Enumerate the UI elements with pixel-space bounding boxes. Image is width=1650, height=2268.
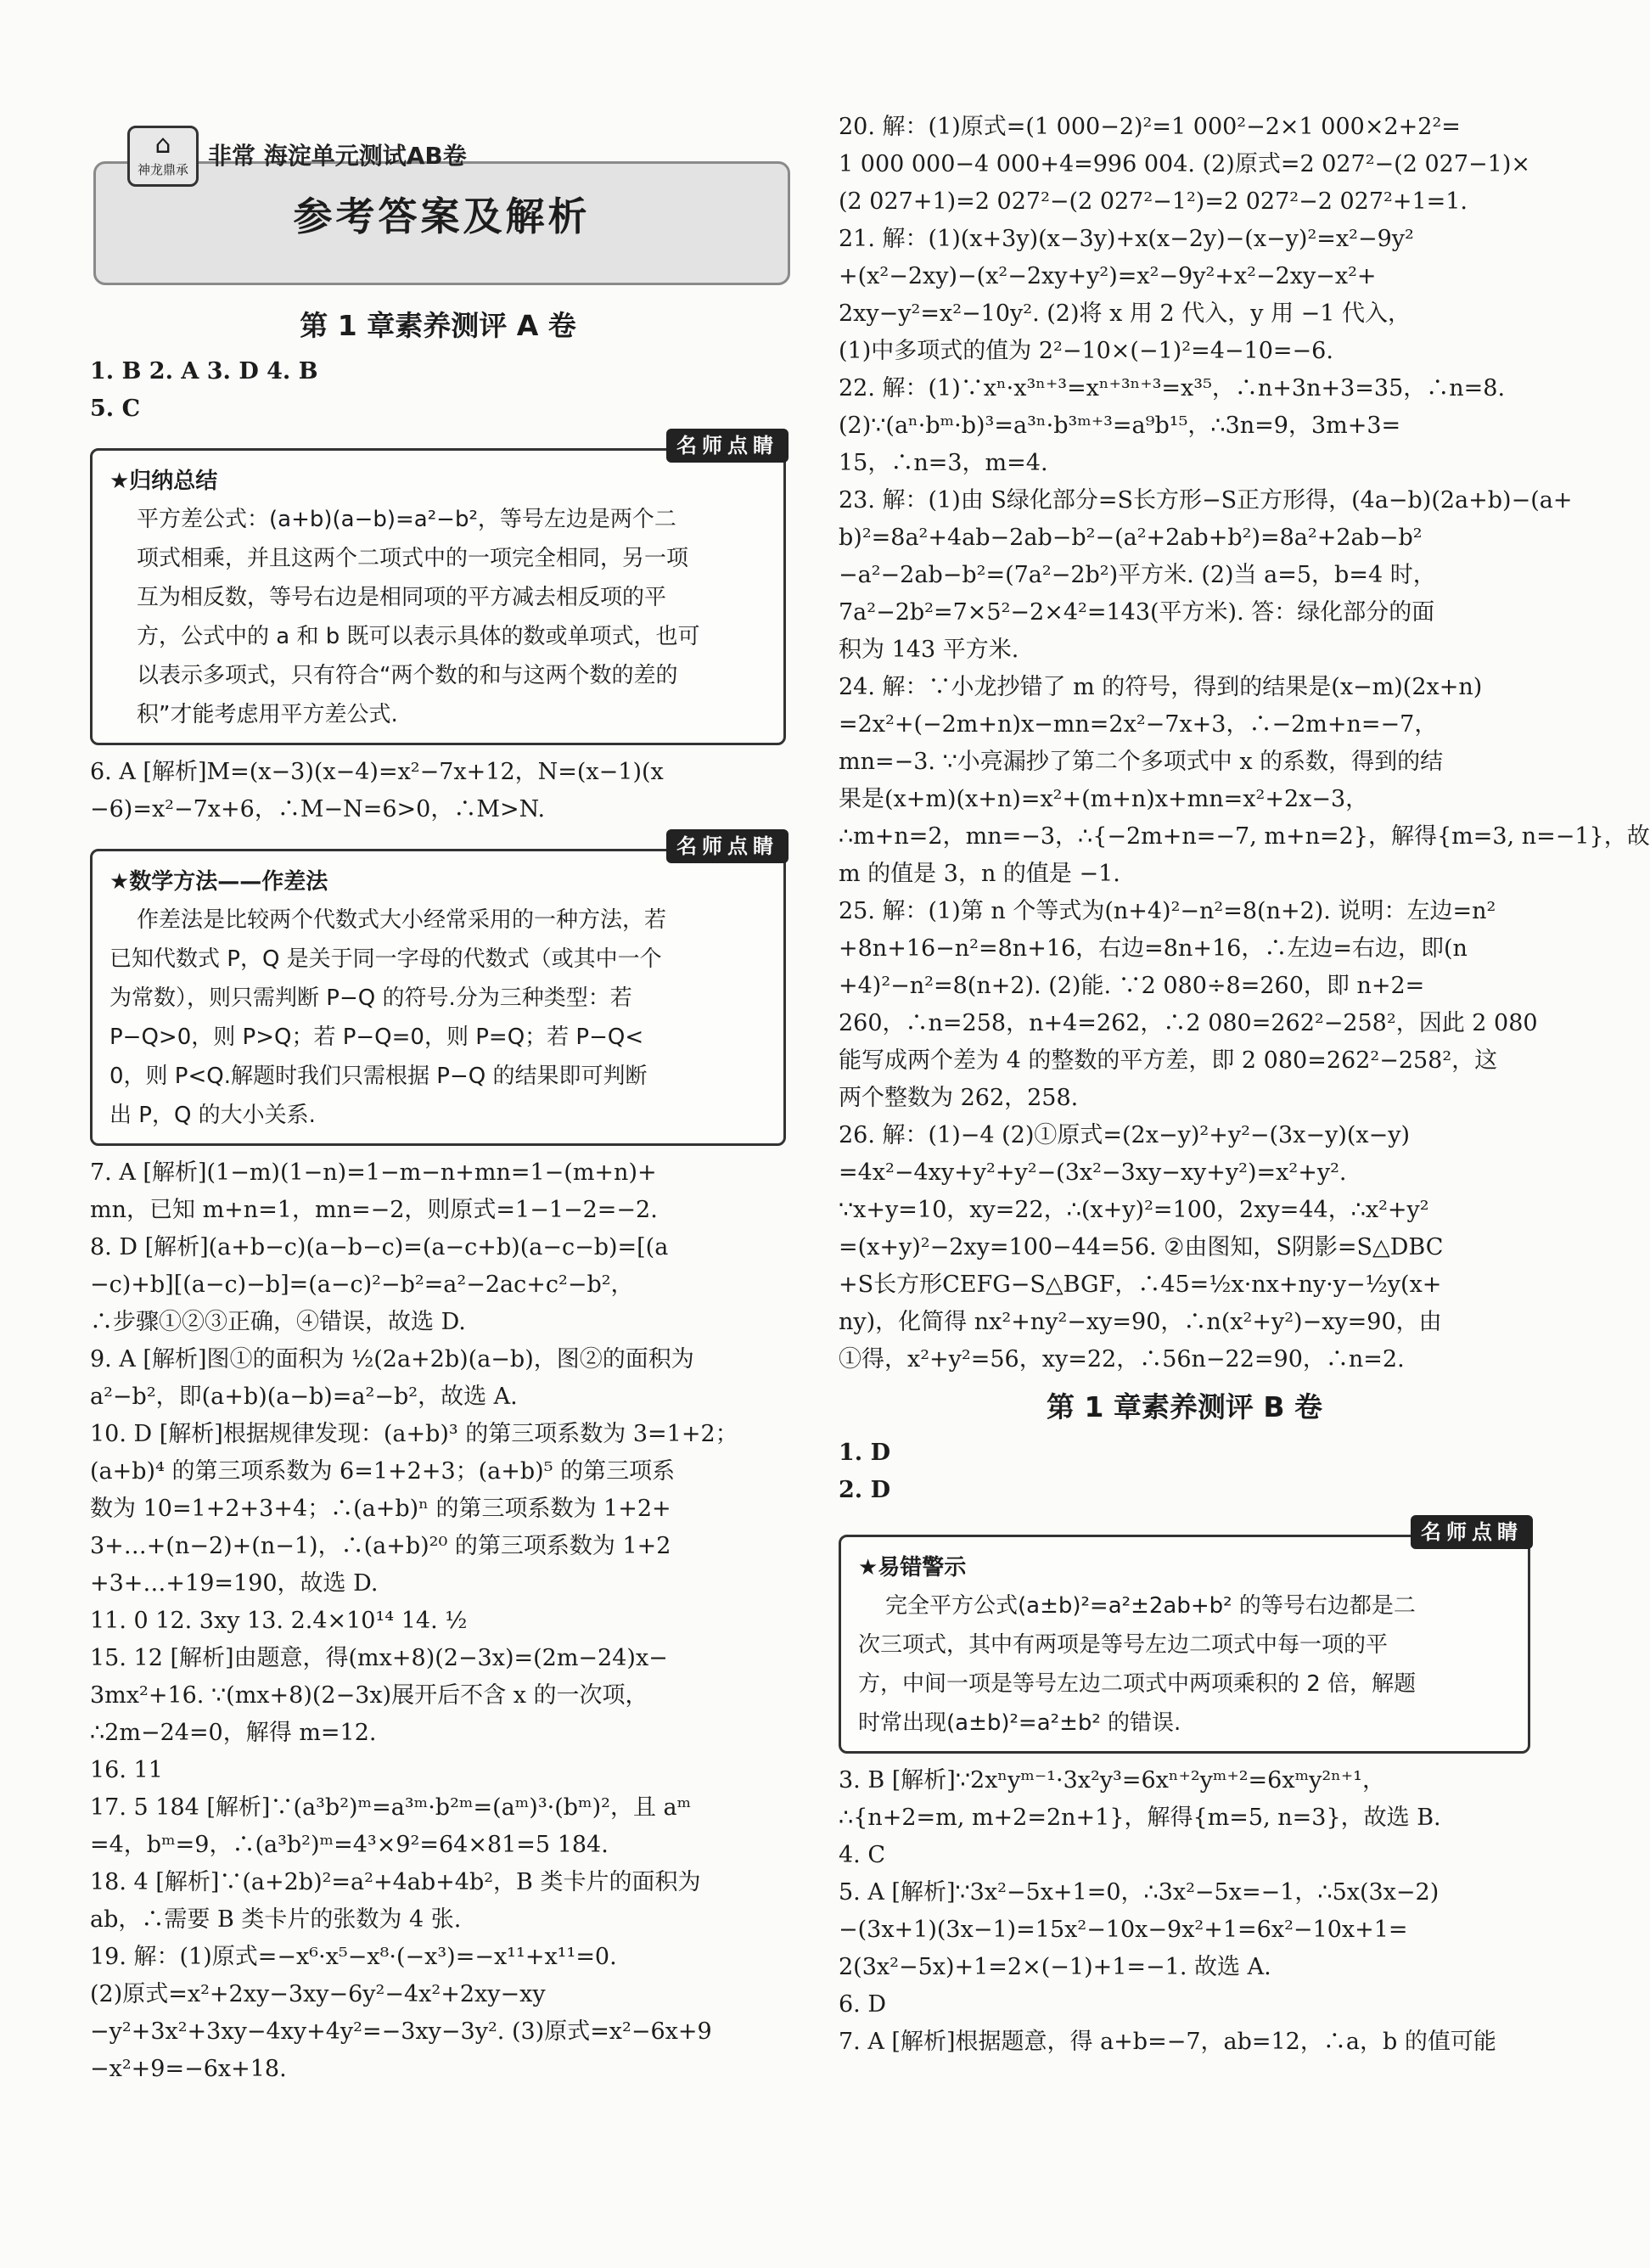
tip-line: 项式相乘，并且这两个二项式中的一项完全相同，另一项 [137,546,689,571]
answer-line: 22. 解：(1)∵xⁿ·x³ⁿ⁺³=xⁿ⁺³ⁿ⁺³=x³⁵，∴n+3n+3=35，∴n=8. [839,375,1506,401]
answer-line: 8. D [解析](a+b−c)(a−b−c)=(a−c+b)(a−c−b)=[(a [90,1234,669,1260]
tip-title: ★易错警示 [858,1555,967,1580]
tip-line: 次三项式，其中有两项是等号左边二项式中每一项的平 [858,1632,1389,1658]
tip-line: 平方差公式：(a+b)(a−b)=a²−b²，等号左边是两个二 [137,507,676,532]
left-column [90,297,786,2088]
tip-box-method [90,834,786,1146]
tip-line: 作差法是比较两个代数式大小经常采用的一种方法，若 [137,907,667,933]
answer-line: 5. C [90,396,141,422]
tip-line: 为常数），则只需判断 P−Q 的符号.分为三种类型：若 [109,985,632,1011]
brand-header [127,126,552,182]
answer-line: 7. A [解析](1−m)(1−n)=1−m−n+mn=1−(m+n)+ [90,1159,657,1186]
tip-box-warning [839,1520,1530,1754]
answer-line: b)²=8a²+4ab−2ab−b²−(a²+2ab+b²)=8a²+2ab−b² [839,525,1423,551]
answer-line: ab，∴需要 B 类卡片的张数为 4 张. [90,1906,462,1933]
answer-line: 两个整数为 262，258. [839,1085,1079,1111]
answer-line: ny)，化简得 nx²+ny²−xy=90，∴n(x²+y²)−xy=90，由 [839,1309,1442,1335]
answer-line: =(x+y)²−2xy=100−44=56. ②由图知，S阴影=S△DBC [839,1234,1444,1260]
tip-line: 0，则 P<Q.解题时我们只需根据 P−Q 的结果即可判断 [109,1064,648,1089]
answer-line: −6)=x²−7x+6，∴M−N=6>0，∴M>N. [90,796,546,822]
answer-line: (a+b)⁴ 的第三项系数为 6=1+2+3；(a+b)⁵ 的第三项系 [90,1458,676,1485]
tip-line: 以表示多项式，只有符合“两个数的和与这两个数的差的 [137,663,678,688]
page-title: 参考答案及解析 [293,194,591,239]
answer-line: 25. 解：(1)第 n 个等式为(n+4)²−n²=8(n+2). 说明：左边=n² [839,898,1496,924]
answer-line: ∴2m−24=0，解得 m=12. [90,1720,377,1746]
answer-line: ∴步骤①②③正确，④错误，故选 D. [90,1309,466,1335]
answer-line: 3mx²+16. ∵(mx+8)(2−3x)展开后不含 x 的一次项， [90,1682,648,1709]
tip-line: 完全平方公式(a±b)²=a²±2ab+b² 的等号右边都是二 [885,1593,1416,1619]
tip-line: 积”才能考虑用平方差公式. [137,702,398,727]
answer-line: 21. 解：(1)(x+3y)(x−3y)+x(x−2y)−(x−y)²=x²−9y² [839,226,1414,252]
answer-line: 能写成两个差为 4 的整数的平方差，即 2 080=262²−258²，这 [839,1047,1498,1074]
tip-title: ★数学方法——作差法 [109,869,328,895]
answer-line: 1 000 000−4 000+4=996 004. (2)原式=2 027²−(2 027−1)× [839,151,1530,177]
answer-line: 11. 0 12. 3xy 13. 2.4×10¹⁴ 14. ½ [90,1608,468,1634]
tip-line: 已知代数式 P，Q 是关于同一字母的代数式（或其中一个 [109,946,662,972]
section-title-a: 第 1 章素养测评 A 卷 [300,309,576,342]
answer-line: 积为 143 平方米. [839,637,1019,663]
answer-line: 15. 12 [解析]由题意，得(mx+8)(2−3x)=(2m−24)x− [90,1645,668,1671]
answer-line: (2 027+1)=2 027²−(2 027²−1²)=2 027²−2 027²+1=1. [839,188,1468,215]
answer-line: 24. 解：∵小龙抄错了 m 的符号，得到的结果是(x−m)(2x+n) [839,674,1483,700]
answer-line: =2x²+(−2m+n)x−mn=2x²−7x+3，∴−2m+n=−7， [839,711,1438,738]
left-answers [90,1154,786,2088]
answer-line: 果是(x+m)(x+n)=x²+(m+n)x+mn=x²+2x−3， [839,786,1369,812]
right-bottom-answers [839,1762,1530,2061]
answer-line: +S长方形CEFG−S△BGF，∴45=½x·nx+ny·y−½y(x+ [839,1272,1442,1298]
tip-line: 方，公式中的 a 和 b 既可以表示具体的数或单项式，也可 [137,624,700,649]
answer-line: 15，∴n=3，m=4. [839,450,1048,476]
brand-logo-icon: ⌂ 神龙鼎承 [127,126,199,187]
tip-title: ★归纳总结 [109,469,218,494]
answer-line: 2. D [839,1477,891,1503]
answer-line: −(3x+1)(3x−1)=15x²−10x−9x²+1=6x²−10x+1= [839,1917,1408,1943]
answer-line: 7a²−2b²=7×5²−2×4²=143(平方米). 答：绿化部分的面 [839,599,1435,626]
answer-line: ∴m+n=2，mn=−3，∴{−2m+n=−7, m+n=2}，解得{m=3, n=−1}，故 [839,823,1650,850]
answer-line: (2)原式=x²+2xy−3xy−6y²−4x²+2xy−xy [90,1981,546,2007]
answer-line: (2)∵(aⁿ·bᵐ·b)³=a³ⁿ·b³ᵐ⁺³=a⁹b¹⁵，∴3n=9，3m+3= [839,413,1401,439]
tip-tag: 名师点睛 [666,829,789,863]
answer-line: 10. D [解析]根据规律发现：(a+b)³ 的第三项系数为 3=1+2； [90,1421,738,1447]
answer-line: m 的值是 3，n 的值是 −1. [839,861,1120,887]
answer-line: 16. 11 [90,1757,163,1783]
answer-line: +4)²−n²=8(n+2). (2)能. ∵2 080÷8=260，即 n+2= [839,973,1425,999]
answer-line: ∴{n+2=m, m+2=2n+1}，解得{m=5, n=3}，故选 B. [839,1805,1441,1831]
tip-box-summary [90,434,786,745]
answer-line: 5. A [解析]∵3x²−5x+1=0，∴3x²−5x=−1，∴5x(3x−2) [839,1879,1440,1906]
tip-line: P−Q>0，则 P>Q；若 P−Q=0，则 P=Q；若 P−Q< [109,1025,644,1050]
answer-line: mn，已知 m+n=1，mn=−2，则原式=1−1−2=−2. [90,1197,658,1223]
right-answers [839,109,1650,1378]
answer-line: (1)中多项式的值为 2²−10×(−1)²=4−10=−6. [839,338,1333,364]
right-column [839,109,1650,2061]
answer-line: 23. 解：(1)由 S绿化部分=S长方形−S正方形得，(4a−b)(2a+b)−(a+ [839,487,1573,514]
answer-line: −y²+3x²+3xy−4xy+4y²=−3xy−3y². (3)原式=x²−6x+9 [90,2018,712,2045]
answer-line: 26. 解：(1)−4 (2)①原式=(2x−y)²+y²−(3x−y)(x−y) [839,1122,1411,1148]
answer-line: 260，∴n=258，n+4=262，∴2 080=262²−258²，因此 2 080 [839,1010,1538,1036]
answer-line: −x²+9=−6x+18. [90,2056,287,2082]
answer-line: a²−b²，即(a+b)(a−b)=a²−b²，故选 A. [90,1384,518,1410]
answer-line: ①得，x²+y²=56，xy=22，∴56n−22=90，∴n=2. [839,1346,1405,1373]
answer-line: 9. A [解析]图①的面积为 ½(2a+2b)(a−b)，图②的面积为 [90,1346,694,1373]
answer-line: mn=−3. ∵小亮漏抄了第二个多项式中 x 的系数，得到的结 [839,749,1444,775]
answer-line: ∵x+y=10，xy=22，∴(x+y)²=100，2xy=44，∴x²+y² [839,1197,1429,1223]
section-title-b: 第 1 章素养测评 B 卷 [1046,1390,1323,1423]
answer-line: +(x²−2xy)−(x²−2xy+y²)=x²−9y²+x²−2xy−x²+ [839,263,1377,289]
answer-line: 1. D [839,1440,891,1466]
answer-line: =4x²−4xy+y²+y²−(3x²−3xy−xy+y²)=x²+y². [839,1159,1347,1186]
answer-line: 2xy−y²=x²−10y². (2)将 x 用 2 代入，y 用 −1 代入， [839,300,1411,327]
answer-line: 1. B 2. A 3. D 4. B [90,358,318,385]
answer-line: +3+…+19=190，故选 D. [90,1570,379,1597]
answer-line: 2(3x²−5x)+1=2×(−1)+1=−1. 故选 A. [839,1954,1271,1980]
tip-tag: 名师点睛 [1411,1515,1533,1549]
brand-title: 非常 海淀单元测试AB卷 [208,142,467,170]
answer-line: 18. 4 [解析]∵(a+2b)²=a²+4ab+4b²，B 类卡片的面积为 [90,1869,701,1895]
tip-line: 互为相反数，等号右边是相同项的平方减去相反项的平 [137,585,667,610]
answer-line: 4. C [839,1842,886,1868]
tip-line: 时常出现(a±b)²=a²±b² 的错误. [858,1710,1181,1736]
answer-line: 17. 5 184 [解析]∵(a³b²)ᵐ=a³ᵐ·b²ᵐ=(aᵐ)³·(bᵐ)²，且 aᵐ [90,1794,692,1821]
answer-line: 6. D [839,1991,886,2018]
answer-line: 20. 解：(1)原式=(1 000−2)²=1 000²−2×1 000×2+2²= [839,114,1461,140]
answer-line: 3. B [解析]∵2xⁿyᵐ⁻¹·3x²y³=6xⁿ⁺²yᵐ⁺²=6xᵐy²ⁿ⁺¹， [839,1767,1385,1794]
answer-line: −c)+b][(a−c)−b]=(a−c)²−b²=a²−2ac+c²−b²， [90,1272,634,1298]
answer-line: 3+…+(n−2)+(n−1)，∴(a+b)²⁰ 的第三项系数为 1+2 [90,1533,671,1559]
answer-line: 7. A [解析]根据题意，得 a+b=−7，ab=12，∴a，b 的值可能 [839,2029,1496,2055]
answer-line: −a²−2ab−b²=(7a²−2b²)平方米. (2)当 a=5，b=4 时， [839,562,1436,588]
answer-line: 6. A [解析]M=(x−3)(x−4)=x²−7x+12，N=(x−1)(x [90,759,664,785]
tip-line: 方，中间一项是等号左边二项式中两项乘积的 2 倍，解题 [858,1671,1417,1697]
answer-line: +8n+16−n²=8n+16，右边=8n+16，∴左边=右边，即(n [839,935,1468,962]
answer-line: 19. 解：(1)原式=−x⁶·x⁵−x⁸·(−x³)=−x¹¹+x¹¹=0. [90,1944,617,1970]
answer-line: 数为 10=1+2+3+4；∴(a+b)ⁿ 的第三项系数为 1+2+ [90,1496,671,1522]
answer-line: =4，bᵐ=9，∴(a³b²)ᵐ=4³×9²=64×81=5 184. [90,1832,609,1858]
tip-tag: 名师点睛 [666,429,789,463]
tip-line: 出 P，Q 的大小关系. [109,1103,316,1128]
